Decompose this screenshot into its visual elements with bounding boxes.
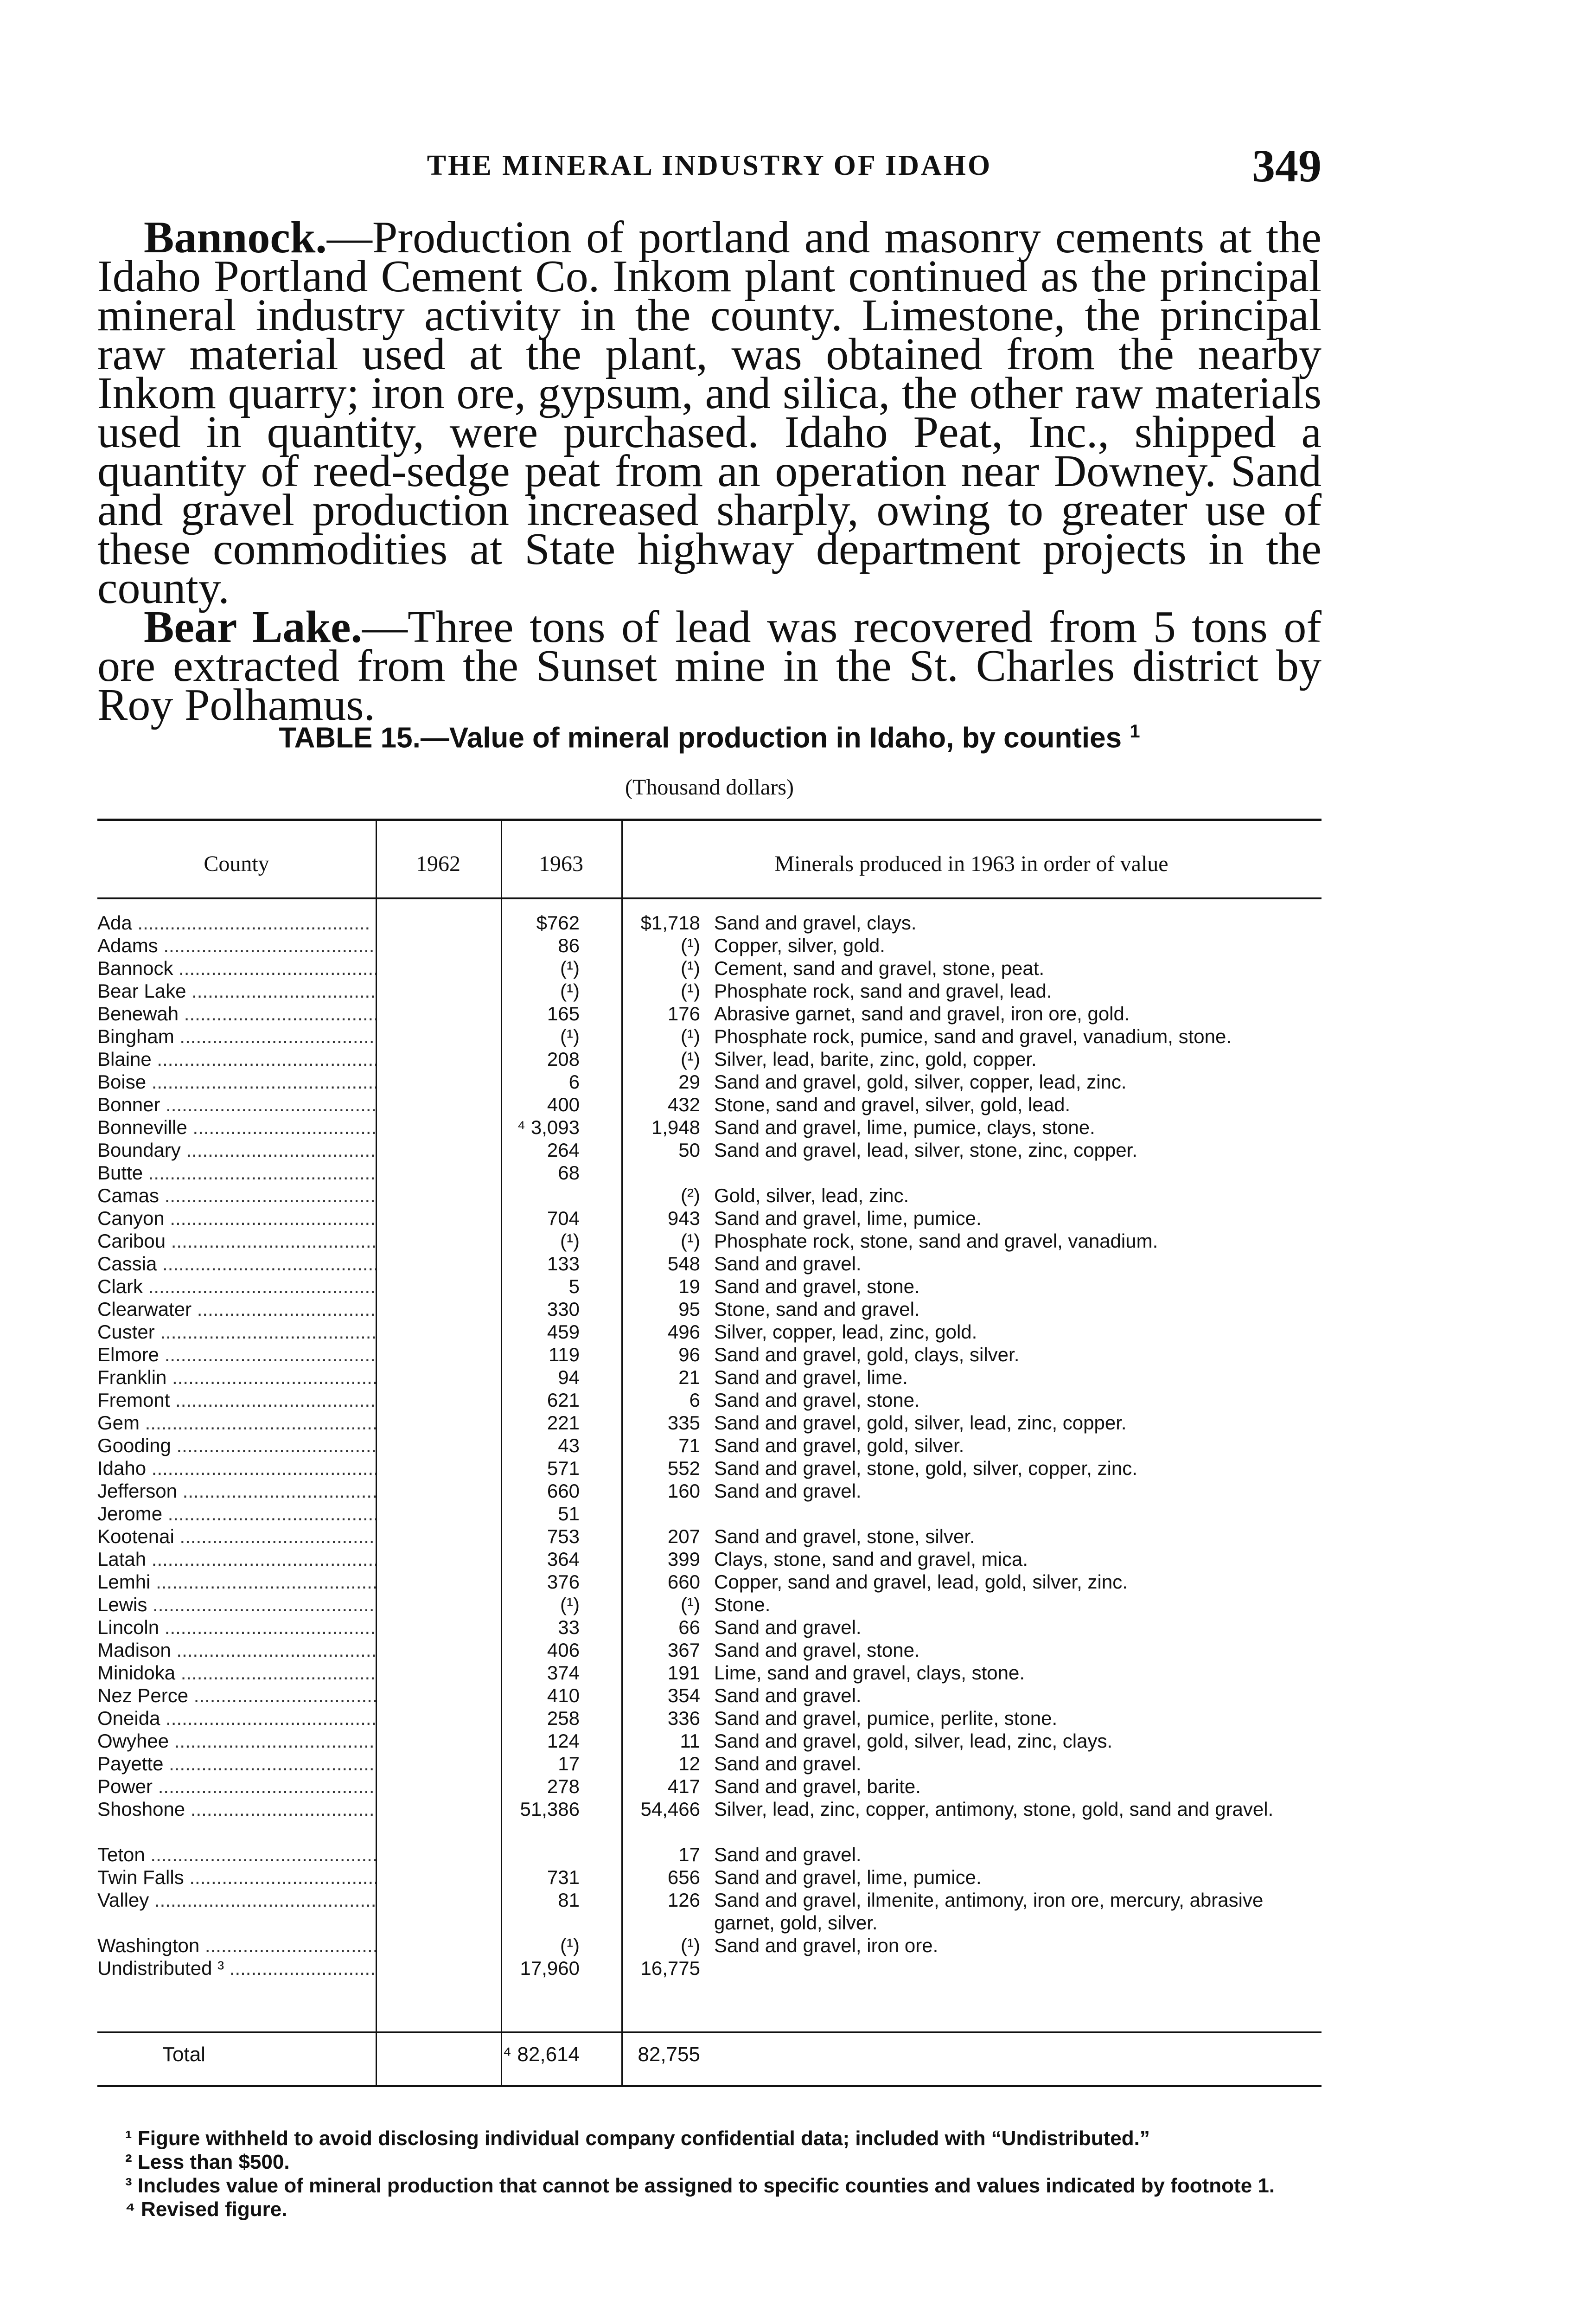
value-1962-cell: 264: [547, 1139, 580, 1161]
value-1962-cell: (¹): [560, 1230, 580, 1252]
value-1963-cell: 656: [667, 1866, 700, 1888]
total-rule: [97, 2031, 1321, 2033]
value-1962-cell: 5: [568, 1275, 580, 1297]
value-1962-cell: 68: [558, 1162, 580, 1184]
value-1962-cell: 51: [558, 1503, 580, 1525]
minerals-cell: Sand and gravel, lead, silver, stone, zinc, copper.: [714, 1139, 1137, 1161]
header-county: County: [204, 852, 269, 876]
county-cell: Ada .....: [97, 911, 376, 934]
paragraph-lead: Bear Lake.: [144, 602, 363, 652]
county-cell: Bannock .....: [97, 957, 376, 980]
county-cell: Lemhi .....: [97, 1570, 376, 1593]
footnote-1: ¹ Figure withheld to avoid disclosing individual company confidential data; included with “Undistributed.”: [125, 2127, 1150, 2150]
table-row: [97, 1548, 1321, 1570]
minerals-cell: Sand and gravel, clays.: [714, 912, 917, 934]
minerals-cell: Silver, copper, lead, zinc, gold.: [714, 1321, 977, 1343]
table-row: [97, 1730, 1321, 1752]
minerals-cell: Stone, sand and gravel.: [714, 1298, 920, 1320]
minerals-cell: Phosphate rock, sand and gravel, lead.: [714, 980, 1052, 1002]
county-cell: Benewah .....: [97, 1002, 376, 1025]
value-1963-cell: 176: [667, 1003, 700, 1025]
footnotes: [97, 2127, 1321, 2221]
value-1963-cell: 50: [678, 1139, 700, 1161]
county-cell: Clearwater .....: [97, 1298, 376, 1320]
value-1963-cell: 1,948: [651, 1116, 700, 1138]
value-1963-cell: (¹): [681, 1025, 700, 1047]
table-row: [97, 1275, 1321, 1298]
minerals-cell: Sand and gravel, iron ore.: [714, 1935, 938, 1956]
county-cell: Boise .....: [97, 1070, 376, 1093]
county-cell: Teton .....: [97, 1843, 376, 1866]
value-1963-cell: 354: [667, 1685, 700, 1706]
value-1962-cell: 51,386: [520, 1798, 580, 1820]
county-cell: Bonneville .....: [97, 1116, 376, 1139]
minerals-cell: Sand and gravel, gold, clays, silver.: [714, 1344, 1020, 1365]
minerals-cell: Stone.: [714, 1594, 771, 1615]
minerals-cell: Sand and gravel, gold, silver, lead, zinc, copper.: [714, 1412, 1127, 1434]
minerals-cell: Sand and gravel, stone, gold, silver, copper, zinc.: [714, 1457, 1137, 1479]
county-cell: Cassia .....: [97, 1252, 376, 1275]
county-cell: Elmore .....: [97, 1343, 376, 1366]
value-1962-cell: 330: [547, 1298, 580, 1320]
value-1963-cell: 336: [667, 1707, 700, 1729]
table-row: [97, 1502, 1321, 1525]
county-cell: Canyon .....: [97, 1207, 376, 1230]
total-1963: 82,755: [638, 2043, 700, 2066]
county-cell: Caribou .....: [97, 1230, 376, 1252]
minerals-cell: Sand and gravel, stone.: [714, 1275, 920, 1297]
county-cell: Lewis .....: [97, 1593, 376, 1616]
county-cell: Butte .....: [97, 1161, 376, 1184]
value-1963-cell: 6: [689, 1389, 700, 1411]
table-row: [97, 1570, 1321, 1593]
table-row: [97, 1411, 1321, 1434]
table-row: [97, 1707, 1321, 1730]
county-cell: Shoshone .....: [97, 1798, 376, 1820]
table-row: [97, 1207, 1321, 1230]
table-row: [97, 1480, 1321, 1502]
header-rule: [97, 897, 1321, 899]
minerals-cell: Cement, sand and gravel, stone, peat.: [714, 957, 1045, 979]
value-1962-cell: 704: [547, 1207, 580, 1229]
value-1962-cell: 17: [558, 1753, 580, 1774]
county-cell: Valley .....: [97, 1889, 376, 1911]
minerals-cell: Phosphate rock, stone, sand and gravel, vanadium.: [714, 1230, 1158, 1252]
value-1963-cell: (¹): [681, 1230, 700, 1252]
value-1963-cell: 66: [678, 1616, 700, 1638]
value-1963-cell: (¹): [681, 1048, 700, 1070]
table-row: [97, 1343, 1321, 1366]
value-1963-cell: 191: [667, 1662, 700, 1684]
minerals-cell: Abrasive garnet, sand and gravel, iron ore, gold.: [714, 1003, 1130, 1025]
table-row: [97, 1684, 1321, 1707]
table-row: [97, 1616, 1321, 1639]
value-1963-cell: (¹): [681, 935, 700, 956]
county-cell: Idaho .....: [97, 1457, 376, 1480]
value-1963-cell: 12: [678, 1753, 700, 1774]
county-cell: Blaine .....: [97, 1048, 376, 1070]
value-1963-cell: 71: [678, 1435, 700, 1456]
value-1962-cell: 221: [547, 1412, 580, 1434]
paragraph-text: —Production of portland and masonry cements at the Idaho Portland Cement Co. Inkom plant continued as the principal mineral industry activity in the county. Limestone, the principal raw material used at the plant, was obtained from the nearby Inkom quarry; iron ore, gypsum, and silica, the other raw materials used in quantity, were purchased. Idaho Peat, Inc., shipped a quantity of reed-sedge peat from an operation near Downey. Sand and gravel production increased sharply, owing to greater use of these commodities at State highway department projects in the county.: [97, 212, 1321, 613]
table-unit: (Thousand dollars): [625, 775, 794, 800]
minerals-cell: Gold, silver, lead, zinc.: [714, 1185, 909, 1206]
value-1962-cell: 376: [547, 1571, 580, 1593]
minerals-cell: Copper, silver, gold.: [714, 935, 885, 956]
minerals-cell: Sand and gravel, stone.: [714, 1639, 920, 1661]
minerals-cell: Sand and gravel, barite.: [714, 1775, 921, 1797]
footnote-3: ³ Includes value of mineral production that cannot be assigned to specific counties and values indicated by footnote 1.: [125, 2174, 1275, 2197]
minerals-cell: Silver, lead, barite, zinc, gold, copper.: [714, 1048, 1037, 1070]
county-cell: Kootenai .....: [97, 1525, 376, 1548]
value-1962-cell: 6: [568, 1071, 580, 1093]
value-1963-cell: 160: [667, 1480, 700, 1502]
value-1962-cell: 753: [547, 1525, 580, 1547]
county-cell: Boundary .....: [97, 1139, 376, 1161]
value-1962-cell: (¹): [560, 1935, 580, 1956]
county-cell: Latah .....: [97, 1548, 376, 1570]
table-bottom-rule: [97, 2085, 1321, 2087]
value-1963-cell: (¹): [681, 957, 700, 979]
footnote-4: ⁴ Revised figure.: [125, 2198, 287, 2221]
value-1962-cell: 406: [547, 1639, 580, 1661]
value-1963-cell: 399: [667, 1548, 700, 1570]
value-1963-cell: (¹): [681, 1594, 700, 1615]
value-1963-cell: 17: [678, 1844, 700, 1865]
value-1963-cell: 496: [667, 1321, 700, 1343]
paragraph-bear-lake: [97, 602, 1321, 730]
table-row: [97, 1320, 1321, 1343]
county-cell: Power .....: [97, 1775, 376, 1798]
table-row: [97, 1434, 1321, 1457]
page-number: 349: [1252, 140, 1321, 192]
value-1962-cell: 81: [558, 1889, 580, 1911]
value-1962-cell: 459: [547, 1321, 580, 1343]
table-row: [97, 1139, 1321, 1161]
minerals-cell: Sand and gravel.: [714, 1616, 862, 1638]
value-1962-cell: 33: [558, 1616, 580, 1638]
value-1962-cell: $762: [536, 912, 580, 934]
value-1963-cell: 54,466: [640, 1798, 700, 1820]
value-1963-cell: 95: [678, 1298, 700, 1320]
table-row: [97, 980, 1321, 1002]
table-row: [97, 1161, 1321, 1184]
table-row: [97, 1639, 1321, 1661]
value-1963-cell: 548: [667, 1253, 700, 1275]
county-cell: Lincoln .....: [97, 1616, 376, 1639]
minerals-cell: Sand and gravel.: [714, 1844, 862, 1865]
running-head: [97, 139, 1321, 190]
value-1963-cell: 432: [667, 1094, 700, 1115]
county-cell: Adams .....: [97, 934, 376, 957]
minerals-cell: Sand and gravel, lime, pumice.: [714, 1207, 982, 1229]
minerals-cell: Sand and gravel, lime, pumice, clays, stone.: [714, 1116, 1095, 1138]
county-cell: Camas .....: [97, 1184, 376, 1207]
value-1963-cell: 126: [667, 1889, 700, 1911]
county-cell: Bonner .....: [97, 1093, 376, 1116]
table-row: [97, 1184, 1321, 1207]
table-row: [97, 1798, 1321, 1843]
value-1963-cell: 16,775: [640, 1957, 700, 1979]
table-row: [97, 1957, 1321, 1979]
county-cell: Fremont .....: [97, 1389, 376, 1411]
minerals-cell: Sand and gravel.: [714, 1685, 862, 1706]
county-cell: Oneida .....: [97, 1707, 376, 1730]
table-row: [97, 1048, 1321, 1070]
minerals-cell: Sand and gravel.: [714, 1253, 862, 1275]
table-row: [97, 1093, 1321, 1116]
county-cell: Minidoka .....: [97, 1661, 376, 1684]
table-row: [97, 1752, 1321, 1775]
county-cell: Undistributed ³ .....: [97, 1957, 376, 1979]
value-1963-cell: 207: [667, 1525, 700, 1547]
value-1962-cell: 94: [558, 1366, 580, 1388]
county-cell: Clark .....: [97, 1275, 376, 1298]
value-1962-cell: (¹): [560, 1594, 580, 1615]
value-1963-cell: 29: [678, 1071, 700, 1093]
mineral-production-table: [97, 819, 1321, 2117]
table-row: [97, 1934, 1321, 1957]
minerals-cell: Sand and gravel, stone.: [714, 1389, 920, 1411]
value-1962-cell: 208: [547, 1048, 580, 1070]
value-1962-cell: 17,960: [520, 1957, 580, 1979]
value-1962-cell: 124: [547, 1730, 580, 1752]
value-1963-cell: $1,718: [640, 912, 700, 934]
minerals-cell: Phosphate rock, pumice, sand and gravel, vanadium, stone.: [714, 1025, 1232, 1047]
table-row: [97, 1593, 1321, 1616]
minerals-cell: Sand and gravel, gold, silver.: [714, 1435, 964, 1456]
value-1963-cell: 552: [667, 1457, 700, 1479]
value-1962-cell: ⁴ 3,093: [517, 1116, 580, 1138]
value-1962-cell: 119: [549, 1344, 580, 1365]
minerals-cell: Sand and gravel.: [714, 1480, 862, 1502]
total-1962: ⁴ 82,614: [503, 2043, 580, 2066]
value-1963-cell: 11: [680, 1730, 700, 1752]
minerals-cell: Sand and gravel, stone, silver.: [714, 1525, 975, 1547]
footnote-2: ² Less than $500.: [125, 2151, 290, 2173]
table-row: [97, 1116, 1321, 1139]
value-1962-cell: 133: [547, 1253, 580, 1275]
table-row: [97, 1252, 1321, 1275]
county-cell: Gem .....: [97, 1411, 376, 1434]
value-1962-cell: (¹): [560, 957, 580, 979]
minerals-cell: Sand and gravel, ilmenite, antimony, iron ore, mercury, abrasive garnet, gold, silver.: [714, 1889, 1264, 1934]
table-row: [97, 1070, 1321, 1093]
county-cell: Custer .....: [97, 1320, 376, 1343]
table-row: [97, 1025, 1321, 1048]
county-cell: Jefferson .....: [97, 1480, 376, 1502]
header-1962: 1962: [416, 852, 460, 876]
table-total-row: [97, 2043, 1321, 2071]
value-1963-cell: 21: [678, 1366, 700, 1388]
minerals-cell: Sand and gravel, pumice, perlite, stone.: [714, 1707, 1058, 1729]
value-1962-cell: 660: [547, 1480, 580, 1502]
table-title-text: TABLE 15.—Value of mineral production in Idaho, by counties: [279, 722, 1122, 754]
table-title: [97, 721, 1321, 755]
table-row: [97, 1389, 1321, 1411]
table-row: [97, 1230, 1321, 1252]
value-1963-cell: 367: [667, 1639, 700, 1661]
minerals-cell: Sand and gravel, gold, silver, copper, lead, zinc.: [714, 1071, 1127, 1093]
header-minerals: Minerals produced in 1963 in order of value: [774, 852, 1168, 876]
paragraph-bannock: [97, 212, 1321, 613]
value-1962-cell: 165: [547, 1003, 580, 1025]
minerals-cell: Stone, sand and gravel, silver, gold, lead.: [714, 1094, 1071, 1115]
running-title: THE MINERAL INDUSTRY OF IDAHO: [427, 150, 992, 181]
minerals-cell: Sand and gravel, lime.: [714, 1366, 908, 1388]
value-1962-cell: 278: [547, 1775, 580, 1797]
table-row: [97, 1366, 1321, 1389]
table-row: [97, 1002, 1321, 1025]
minerals-cell: Silver, lead, zinc, copper, antimony, stone, gold, sand and gravel.: [714, 1798, 1274, 1820]
table-row: [97, 1866, 1321, 1889]
value-1963-cell: (¹): [681, 1935, 700, 1956]
county-cell: Bingham .....: [97, 1025, 376, 1048]
value-1963-cell: 19: [678, 1275, 700, 1297]
value-1962-cell: 400: [547, 1094, 580, 1115]
table-row: [97, 957, 1321, 980]
value-1962-cell: 374: [547, 1662, 580, 1684]
table-row: [97, 1889, 1321, 1934]
table-row: [97, 1661, 1321, 1684]
value-1962-cell: 43: [558, 1435, 580, 1456]
minerals-cell: Clays, stone, sand and gravel, mica.: [714, 1548, 1028, 1570]
table-row: [97, 1298, 1321, 1320]
value-1962-cell: 731: [547, 1866, 580, 1888]
county-cell: Nez Perce .....: [97, 1684, 376, 1707]
county-cell: Washington .....: [97, 1934, 376, 1957]
table-row: [97, 1775, 1321, 1798]
body-text: [97, 212, 1321, 730]
header-1963: 1963: [539, 852, 583, 876]
county-cell: Owyhee .....: [97, 1730, 376, 1752]
value-1963-cell: 660: [667, 1571, 700, 1593]
minerals-cell: Sand and gravel, lime, pumice.: [714, 1866, 982, 1888]
table-body: [97, 911, 1321, 1979]
value-1962-cell: 621: [547, 1389, 580, 1411]
table-title-footnote-mark: 1: [1130, 721, 1140, 742]
county-cell: Jerome .....: [97, 1502, 376, 1525]
county-cell: Twin Falls .....: [97, 1866, 376, 1889]
minerals-cell: Sand and gravel, gold, silver, lead, zinc, clays.: [714, 1730, 1113, 1752]
paragraph-lead: Bannock.: [144, 212, 327, 263]
table-row: [97, 1525, 1321, 1548]
table-row: [97, 1843, 1321, 1866]
value-1963-cell: 417: [667, 1775, 700, 1797]
paragraph-text: —Three tons of lead was recovered from 5 tons of ore extracted from the Sunset mine in the St. Charles district by Roy Polhamus.: [97, 602, 1321, 730]
total-label: Total: [162, 2043, 205, 2066]
table-row: [97, 934, 1321, 957]
county-cell: Bear Lake .....: [97, 980, 376, 1002]
value-1962-cell: 364: [547, 1548, 580, 1570]
minerals-cell: Sand and gravel.: [714, 1753, 862, 1774]
value-1963-cell: 96: [678, 1344, 700, 1365]
table-top-rule: [97, 819, 1321, 821]
value-1962-cell: 571: [547, 1457, 580, 1479]
county-cell: Franklin .....: [97, 1366, 376, 1389]
table-row: [97, 1457, 1321, 1480]
value-1962-cell: 258: [547, 1707, 580, 1729]
minerals-cell: Copper, sand and gravel, lead, gold, silver, zinc.: [714, 1571, 1128, 1593]
county-cell: Madison .....: [97, 1639, 376, 1661]
value-1962-cell: 86: [558, 935, 580, 956]
county-cell: Payette .....: [97, 1752, 376, 1775]
minerals-cell: Lime, sand and gravel, clays, stone.: [714, 1662, 1025, 1684]
table-row: [97, 911, 1321, 934]
county-cell: Gooding .....: [97, 1434, 376, 1457]
value-1963-cell: 943: [667, 1207, 700, 1229]
value-1963-cell: (²): [681, 1185, 700, 1206]
value-1963-cell: (¹): [681, 980, 700, 1002]
value-1962-cell: (¹): [560, 1025, 580, 1047]
value-1962-cell: (¹): [560, 980, 580, 1002]
value-1962-cell: 410: [547, 1685, 580, 1706]
value-1963-cell: 335: [667, 1412, 700, 1434]
